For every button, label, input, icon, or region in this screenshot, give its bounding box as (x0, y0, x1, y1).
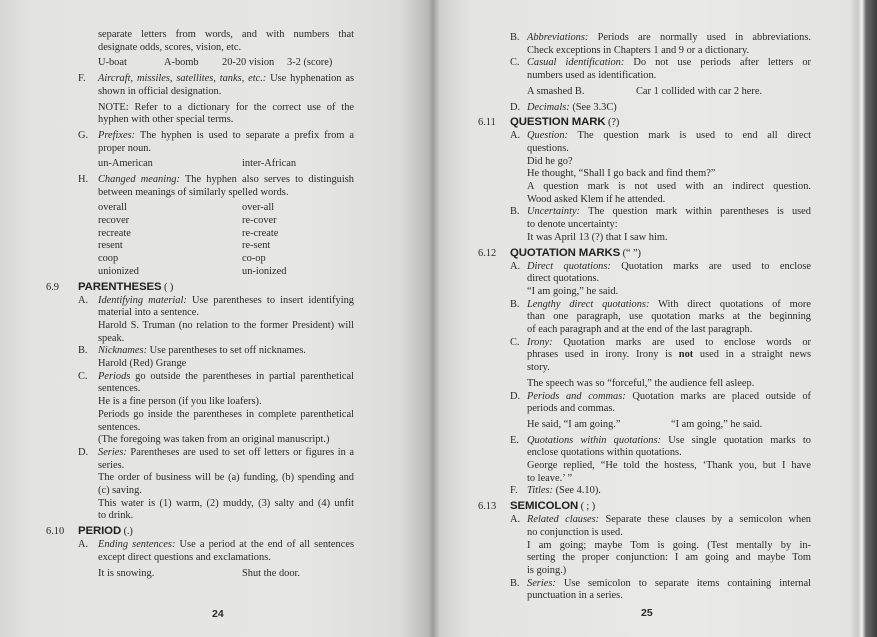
section-title-text: PARENTHESES (78, 280, 162, 293)
example-text: 3-2 (score) (287, 57, 333, 69)
list-item (478, 299, 811, 337)
paragraph (46, 472, 354, 497)
text-line (527, 261, 811, 274)
text-segment: separate letters from words, and with numbers that (98, 29, 354, 40)
text-line (527, 337, 811, 350)
item-letter: C. (510, 57, 520, 69)
text-segment: except direct questions and exclamations. (98, 551, 271, 563)
text-line (98, 510, 354, 523)
text-line (98, 447, 354, 460)
text-segment: Quotation marks are used to enclose (610, 260, 812, 272)
item-letter: A. (78, 539, 89, 551)
text-line (527, 590, 811, 603)
item-letter: H. (78, 174, 89, 185)
section-number: 6.11 (478, 117, 496, 129)
list-item (478, 578, 811, 603)
text-line (527, 435, 811, 448)
text-line (527, 460, 811, 473)
item-letter: A. (78, 294, 89, 306)
item-label: Prefixes: (98, 129, 136, 141)
text-segment: George replied, “He told the hostess, ‘Thank you, but I have (527, 460, 811, 472)
text-line (98, 434, 354, 447)
text-line (527, 527, 811, 540)
example-text: un-American (98, 158, 153, 170)
text-segment: numbers used as identification. (527, 70, 657, 82)
text-segment: to drink. (98, 510, 134, 522)
example-text: A smashed B. (527, 85, 585, 97)
list-item (46, 174, 354, 199)
page-number-right: 25 (641, 607, 653, 619)
text-line (98, 539, 354, 552)
text-segment: periods and commas. (527, 403, 616, 415)
example-pair (46, 228, 354, 241)
list-item (478, 32, 811, 57)
text-line (527, 45, 811, 58)
text-line (527, 362, 811, 375)
text-segment: Quotation marks are placed outside of (625, 390, 811, 402)
item-letter: B. (78, 345, 88, 357)
list-item (46, 73, 354, 98)
example-pair (46, 215, 354, 228)
section-title (78, 281, 173, 295)
example-text: 20-20 vision (222, 57, 275, 69)
text-segment: Did he go? (527, 155, 573, 167)
example-pair (46, 568, 354, 581)
text-segment: than one paragraph, use quotation marks at the beginning (527, 311, 811, 323)
text-line (527, 473, 811, 486)
text-segment: This water is (1) warm, (2) muddy, (3) salty and (4) unfit (98, 497, 354, 509)
text-line (527, 403, 811, 416)
paragraph (46, 396, 354, 409)
right-page-text (478, 32, 811, 603)
text-segment: to denote uncertainty: (527, 219, 618, 231)
text-line (527, 168, 811, 181)
text-line (527, 102, 811, 115)
example-row (46, 57, 354, 70)
text-segment: Check exceptions in Chapters 1 and 9 or a dictionary. (527, 44, 750, 56)
list-item (478, 102, 811, 115)
text-line (98, 42, 354, 55)
text-line (98, 130, 354, 143)
text-segment: (See 4.10). (552, 485, 601, 497)
example-text: inter-African (242, 158, 297, 170)
left-page-text (46, 29, 354, 580)
item-label: Nicknames: (98, 345, 148, 357)
section-number: 6.9 (46, 281, 59, 293)
text-line (98, 114, 354, 127)
example-text: Shut the door. (242, 567, 301, 579)
example-pair (46, 266, 354, 279)
example-text: co-op (242, 253, 266, 265)
example-text: He said, “I am going.” (527, 418, 621, 430)
text-segment: The speech was so “forceful,” the audience fell asleep. (527, 377, 755, 389)
text-segment: A question mark is not used with an indirect question. (527, 181, 811, 193)
text-segment: Separate these clauses by a semicolon when (599, 514, 811, 526)
text-line (527, 578, 811, 591)
text-line (527, 565, 811, 578)
section-symbol: ( ) (161, 281, 174, 293)
text-segment: Use a period at the end of all sentences (175, 539, 354, 551)
item-label: Identifying material: (98, 294, 187, 306)
text-segment: Use hyphenation as (266, 73, 354, 85)
example-text: It is snowing. (98, 567, 155, 579)
item-label: Casual identification: (527, 57, 625, 69)
section-number: 6.12 (478, 247, 497, 259)
example-pair (46, 158, 354, 171)
example-pair (46, 240, 354, 253)
section-symbol: ( ; ) (578, 501, 596, 513)
list-item (478, 337, 811, 375)
example-text: re-sent (242, 240, 271, 252)
text-segment: material into a sentence. (98, 307, 199, 319)
list-item (478, 435, 811, 460)
example-text: overall (98, 202, 127, 214)
text-line (527, 286, 811, 299)
text-line (527, 57, 811, 70)
item-letter: B. (510, 298, 520, 310)
text-line (527, 378, 811, 391)
list-item (478, 514, 811, 539)
section-symbol: (.) (121, 526, 133, 538)
item-label: Related clauses: (527, 514, 600, 526)
section-number: 6.10 (46, 526, 65, 538)
item-label: Uncertainty: (527, 206, 581, 218)
item-label: Periods (98, 370, 131, 382)
item-label: Decimals: (527, 101, 570, 113)
text-line (98, 307, 354, 320)
text-segment: Periods go inside the parentheses in complete parenthetical (98, 408, 354, 420)
text-line (527, 70, 811, 83)
text-segment: Use parentheses to insert identifying (186, 294, 354, 306)
text-segment: Harold S. Truman (no relation to the former President) will (98, 319, 354, 331)
text-line (98, 552, 354, 565)
text-line (527, 349, 811, 362)
paragraph (478, 460, 811, 485)
item-letter: B. (510, 206, 520, 218)
section-heading (46, 525, 354, 539)
item-letter: D. (78, 446, 89, 458)
paragraph (46, 102, 354, 127)
text-line (527, 299, 811, 312)
paragraph (478, 168, 811, 181)
text-line (527, 143, 811, 156)
text-segment: hyphen with other special terms. (98, 114, 234, 126)
section-title-text: PERIOD (78, 525, 122, 538)
text-segment: (The foregoing was taken from an original manuscript.) (98, 434, 330, 446)
section-title (510, 116, 619, 130)
list-item (46, 130, 354, 155)
section-symbol: (?) (605, 117, 620, 129)
list-item (46, 295, 354, 320)
list-item (478, 57, 811, 82)
text-line (527, 130, 811, 143)
text-segment: The order of business will be (a) funding, (b) spending and (98, 472, 354, 484)
paragraph (478, 286, 811, 299)
text-segment: (See 3.3C) (569, 101, 617, 113)
item-label: Titles: (527, 485, 553, 497)
example-text: un-ionized (242, 265, 287, 277)
text-line (527, 311, 811, 324)
list-item (478, 261, 811, 286)
item-label: Abbreviations: (527, 32, 589, 43)
example-text: A-bomb (164, 57, 199, 69)
item-label: Ending sentences: (98, 539, 176, 551)
list-item (478, 206, 811, 231)
item-label: Series: (527, 577, 556, 589)
text-line (98, 73, 354, 86)
text-segment: enclose quotations within quotations. (527, 447, 682, 459)
text-line (527, 540, 811, 553)
text-line (527, 32, 811, 45)
text-line (98, 143, 354, 156)
text-line (98, 320, 354, 333)
text-segment: NOTE: Refer to a dictionary for the correct use of the (98, 101, 354, 113)
item-letter: C. (510, 336, 520, 348)
text-line (98, 498, 354, 511)
text-segment: questions. (527, 142, 569, 154)
text-segment: (c) saving. (98, 485, 142, 497)
text-line (98, 102, 354, 115)
item-letter: A. (510, 514, 521, 526)
text-segment: proper noun. (98, 142, 152, 154)
text-line (98, 345, 354, 358)
text-segment: series. (98, 459, 125, 471)
section-symbol: (“ ”) (620, 247, 641, 259)
text-segment: Do not use periods after letters or (624, 57, 811, 69)
text-segment: Use semicolon to separate items containing internal (555, 577, 811, 589)
text-line (527, 219, 811, 232)
section-heading (478, 247, 811, 261)
page-number-left: 24 (212, 608, 224, 620)
section-title-text: SEMICOLON (510, 500, 579, 513)
text-line (98, 86, 354, 99)
text-line (98, 358, 354, 371)
item-letter: D. (510, 390, 521, 402)
item-label: Direct quotations: (527, 260, 611, 272)
item-label: Quotations within quotations: (527, 434, 662, 446)
item-letter: C. (78, 370, 88, 382)
text-segment: He thought, “Shall I go back and find them?” (527, 168, 716, 180)
text-line (98, 485, 354, 498)
item-letter: B. (510, 577, 520, 589)
text-segment: Harold (Red) Grange (98, 358, 187, 370)
text-line (527, 194, 811, 207)
section-title (510, 500, 595, 514)
text-segment: sentences. (98, 383, 141, 395)
list-item (46, 539, 354, 564)
list-item (46, 371, 354, 396)
text-segment: Use parentheses to set off nicknames. (147, 345, 306, 357)
section-heading (478, 500, 811, 514)
item-label: Irony: (527, 336, 553, 348)
section-title-text: QUOTATION MARKS (510, 246, 621, 259)
text-line (98, 383, 354, 396)
text-line (98, 371, 354, 384)
text-line (527, 273, 811, 286)
paragraph (478, 156, 811, 169)
paragraph (478, 181, 811, 206)
item-letter: F. (510, 485, 518, 497)
text-segment: no conjunction is used. (527, 526, 623, 538)
example-pair (478, 419, 811, 432)
section-title-text: QUESTION MARK (510, 116, 606, 129)
paragraph (46, 434, 354, 447)
text-line (98, 472, 354, 485)
item-letter: G. (78, 129, 89, 141)
item-letter: E. (510, 434, 519, 446)
example-text: recreate (98, 227, 131, 239)
text-segment: direct quotations. (527, 273, 600, 285)
text-line (98, 422, 354, 435)
list-item (46, 345, 354, 358)
item-letter: A. (510, 260, 521, 272)
item-letter: B. (510, 32, 520, 43)
text-line (527, 156, 811, 169)
example-text: re-create (242, 227, 279, 239)
emphasis-text: not (678, 349, 694, 361)
text-segment: The hyphen also serves to distinguish (179, 174, 354, 185)
item-letter: D. (510, 101, 521, 113)
text-segment: I am going; maybe Tom is going. (Test mentally by in- (527, 539, 811, 551)
text-segment: Use single quotation marks to (661, 434, 811, 446)
text-line (527, 447, 811, 460)
item-label: Changed meaning: (98, 174, 180, 185)
example-text: U-boat (98, 57, 127, 69)
text-segment: With direct quotations of more (649, 298, 811, 310)
text-line (527, 552, 811, 565)
section-title (510, 247, 641, 261)
paragraph (46, 409, 354, 434)
list-item (478, 485, 811, 498)
text-segment: punctuation in a series. (527, 590, 623, 602)
example-text: resent (98, 240, 123, 252)
item-letter: A. (510, 130, 521, 142)
text-segment: It was April 13 (?) that I saw him. (527, 231, 668, 243)
section-heading (478, 116, 811, 130)
item-label: Question: (527, 130, 568, 142)
section-number: 6.13 (478, 501, 497, 513)
text-line (98, 187, 354, 200)
text-line (527, 181, 811, 194)
text-segment: The question mark is used to end all direct (567, 130, 811, 142)
text-segment: shown in official designation. (98, 85, 222, 97)
text-segment: “I am going,” he said. (527, 285, 619, 297)
item-label: Lengthy direct quotations: (527, 298, 650, 310)
text-segment: sentences. (98, 421, 141, 433)
example-pair (46, 202, 354, 215)
text-segment: between meanings of similarly spelled words. (98, 186, 289, 198)
text-line (98, 295, 354, 308)
text-segment: phrases used in irony. Irony is (527, 349, 679, 361)
section-heading (46, 281, 354, 295)
text-segment: The hyphen is used to separate a prefix from a (135, 129, 354, 141)
text-segment: go outside the parentheses in partial parenthetical (130, 370, 354, 382)
text-segment: Parentheses are used to set off letters or figures in a (126, 446, 354, 458)
paragraph (46, 498, 354, 523)
text-segment: to leave.’ ” (527, 472, 573, 484)
text-segment: speak. (98, 332, 125, 344)
text-line (527, 514, 811, 527)
text-line (98, 460, 354, 473)
paragraph (46, 29, 354, 54)
paragraph (478, 540, 811, 578)
example-pair (46, 253, 354, 266)
paragraph (478, 232, 811, 245)
text-line (98, 409, 354, 422)
text-segment: of each paragraph and at the end of the last paragraph. (527, 324, 753, 336)
text-line (527, 206, 811, 219)
item-label: Aircraft, missiles, satellites, tanks, etc.: (98, 73, 267, 85)
text-line (527, 232, 811, 245)
text-segment: designate odds, scores, vision, etc. (98, 41, 242, 53)
text-line (98, 396, 354, 409)
section-title (78, 525, 133, 539)
example-text: over-all (242, 202, 275, 214)
text-line (98, 29, 354, 42)
item-letter: F. (78, 73, 86, 85)
text-segment: Quotation marks are used to enclose words or (552, 336, 811, 348)
text-segment: story. (527, 362, 550, 374)
example-text: “I am going,” he said. (671, 418, 763, 430)
text-segment: is going.) (527, 564, 567, 576)
text-segment: He is a fine person (if you like loafers). (98, 396, 262, 408)
text-segment: Periods are normally used in abbreviations. (588, 32, 811, 43)
text-segment: The question mark within parentheses is used (580, 206, 811, 218)
paragraph (46, 358, 354, 371)
text-line (98, 174, 354, 187)
example-text: coop (98, 253, 119, 265)
paragraph (478, 378, 811, 391)
text-line (527, 391, 811, 404)
text-line (527, 485, 811, 498)
item-label: Periods and commas: (527, 390, 626, 402)
list-item (478, 391, 811, 416)
list-item (478, 130, 811, 155)
example-text: re-cover (242, 215, 277, 227)
example-text: unionized (98, 265, 139, 277)
text-segment: Wood asked Klem if he attended. (527, 193, 666, 205)
text-line (527, 324, 811, 337)
list-item (46, 447, 354, 472)
text-line (98, 333, 354, 346)
paragraph (46, 320, 354, 345)
item-label: Series: (98, 446, 127, 458)
text-segment: used in a straight news (693, 349, 812, 361)
text-segment: serting the proper conjunction: I am going and maybe Tom (527, 552, 811, 564)
example-text: Car 1 collided with car 2 here. (636, 85, 763, 97)
example-text: recover (98, 215, 130, 227)
example-pair (478, 86, 811, 99)
